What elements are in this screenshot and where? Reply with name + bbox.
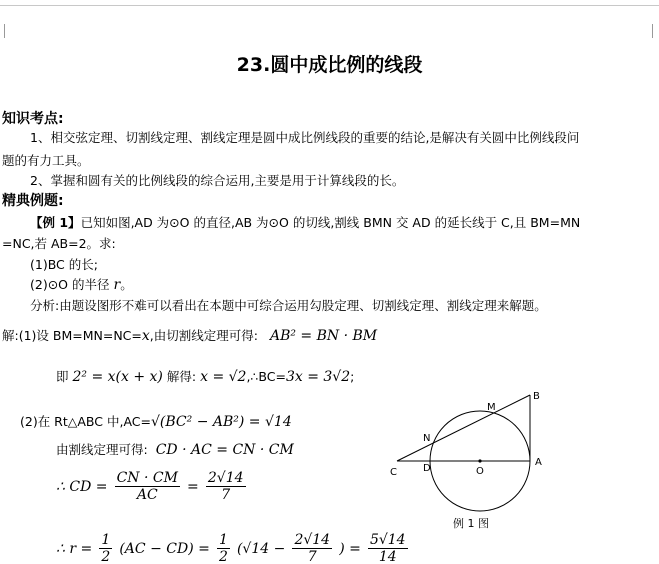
sol5-num: CN · CM	[116, 470, 178, 486]
label-b: B	[533, 391, 540, 402]
sol6-f3d: 7	[307, 549, 317, 564]
margin-mark-left	[4, 24, 5, 38]
sol2-bc-eq: 3x = 3√2	[285, 369, 351, 385]
sol6-lhs: ∴ r =	[56, 541, 93, 557]
sol5-fraction-1	[115, 470, 180, 503]
solution-line-4	[56, 440, 294, 458]
sol5-lhs: ∴ CD =	[56, 479, 108, 495]
sol6-close: ) =	[339, 541, 361, 557]
sol1-mid: ,由切割线定理可得:	[149, 328, 258, 343]
sol6-f4d: 14	[378, 549, 397, 564]
sol5-fraction-2	[206, 470, 246, 503]
sol5-num2: 2√14	[207, 470, 244, 486]
sol1-text: 解:(1)设 BM=MN=NC=	[2, 328, 142, 343]
center-dot	[478, 459, 481, 462]
page-title: 23.圆中成比例的线段	[236, 54, 423, 76]
sol6-f2d: 2	[218, 549, 228, 564]
example-1-statement	[30, 213, 580, 231]
solution-line-2	[56, 367, 354, 385]
sol5-den2: 7	[221, 487, 231, 503]
sol6-f2n: 1	[218, 532, 228, 548]
sol3-text: (2)在 Rt△ABC 中,AC=	[20, 414, 151, 429]
sol2-x: x = √2	[200, 369, 247, 385]
label-a: A	[535, 457, 542, 468]
sol2-mid: 解得:	[166, 369, 197, 384]
sol4-equation: CD · AC = CN · CM	[155, 442, 294, 458]
sol6-f3n: 2√14	[294, 532, 331, 548]
knowledge-point-1-cont: 题的有力工具。	[2, 153, 90, 168]
label-n: N	[423, 433, 431, 444]
sol6-mid: (AC − CD) =	[119, 541, 210, 557]
margin-mark-right	[652, 24, 653, 38]
sol6-paren: (√14 −	[236, 541, 286, 557]
sol3-equation: √(BC² − AB²) = √14	[151, 414, 292, 430]
label-d: D	[423, 463, 431, 474]
label-o: O	[476, 466, 484, 477]
question-2-end: 。	[120, 277, 133, 292]
knowledge-point-1	[30, 128, 579, 146]
sol6-fraction-3	[292, 532, 332, 564]
figure-caption: 例 1 图	[453, 517, 489, 530]
example-text: 已知如图,AD 为⊙O 的直径,AB 为⊙O 的切线,割线 BMN 交 AD 的延长线于 C,且 BM=MN	[80, 215, 581, 230]
sol6-fraction-2	[217, 532, 230, 564]
example-1-figure	[385, 385, 550, 535]
sol2-equation: 2² = x(x + x)	[72, 369, 163, 385]
solution-line-5	[56, 470, 248, 503]
label-c: C	[390, 467, 397, 478]
sol2-end: ;	[350, 369, 355, 384]
header-rule	[0, 5, 659, 6]
sol5-eq: =	[187, 479, 199, 495]
sol5-den: AC	[136, 487, 158, 503]
sol6-fraction-1	[99, 532, 112, 564]
sol4-text: 由割线定理可得:	[56, 442, 148, 457]
solution-line-1	[2, 326, 377, 344]
sol6-f1n: 1	[101, 532, 111, 548]
sol1-equation: AB² = BN · BM	[269, 328, 378, 344]
example-tag: 【例 1】	[30, 215, 81, 230]
question-2-text: (2)⊙O 的半径	[30, 277, 110, 292]
solution-line-3	[20, 412, 292, 430]
sol1-x: x	[141, 328, 150, 344]
sol6-fraction-4	[368, 532, 408, 564]
section-heading-examples: 精典例题:	[2, 193, 64, 209]
knowledge-point-2: 2、掌握和圆有关的比例线段的综合运用,主要是用于计算线段的长。	[30, 173, 405, 188]
sol2-bc: ,∴BC=	[246, 369, 286, 384]
section-heading-knowledge: 知识考点:	[2, 111, 64, 127]
label-m: M	[487, 402, 496, 413]
question-1: (1)BC 的长;	[30, 257, 98, 272]
question-2	[30, 275, 133, 293]
sol6-f1d: 2	[101, 549, 111, 564]
analysis-text: 分析:由题设图形不难可以看出在本题中可综合运用勾股定理、切割线定理、割线定理来解题。	[30, 298, 547, 313]
kp1-prefix: 1、相交弦定理、切割线定理、割线定理是圆中成比例线段的重要的结论,是解决有关圆中比例线段问	[30, 130, 580, 145]
example-1-statement-cont: =NC,若 AB=2。求:	[2, 236, 116, 251]
line-cb	[397, 395, 530, 461]
sol2-text: 即	[56, 369, 69, 384]
sol6-f4n: 5√14	[369, 532, 406, 548]
solution-line-6	[56, 532, 410, 564]
question-2-var: r	[113, 277, 121, 293]
